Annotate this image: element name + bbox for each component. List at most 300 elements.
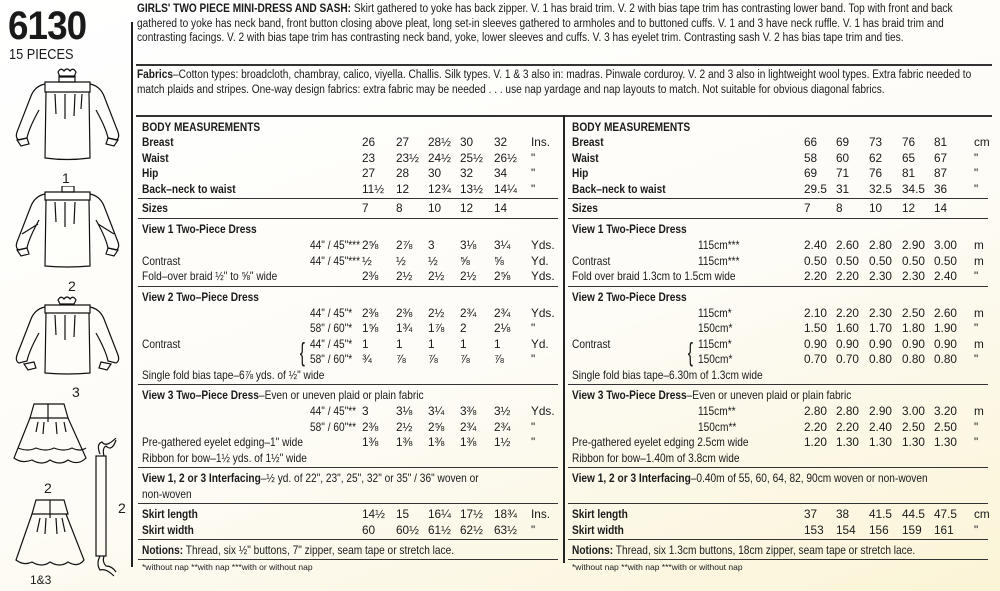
- value-cell: 63½: [494, 522, 517, 537]
- row-label-wrap: [142, 182, 251, 197]
- yardage-row: [568, 269, 988, 284]
- value-cell: 12¾: [428, 181, 451, 196]
- value-cell: 32: [494, 135, 508, 149]
- value-cell: 87: [934, 166, 948, 180]
- interfacing-inner: [572, 471, 928, 486]
- row-label-wrap: [142, 166, 161, 181]
- value-cell: 3: [362, 404, 369, 418]
- imperial-yardage-table: [138, 118, 558, 578]
- view-label: 2: [118, 500, 126, 516]
- value-cell: 26: [362, 135, 376, 149]
- value-cell: 3¼: [494, 238, 511, 252]
- divider: [138, 218, 558, 219]
- row-label-wrap: [572, 166, 591, 181]
- notions-inner: [142, 543, 454, 558]
- fabric-width: 44" / 45"***: [310, 253, 361, 268]
- view-title: [142, 388, 469, 403]
- value-cell: 2.80: [804, 404, 827, 418]
- value-cell: 58: [804, 150, 818, 165]
- fabric-width-wrap: [310, 254, 368, 269]
- row-label: Contrast: [142, 336, 181, 351]
- view-subtitle: –Even or uneven plaid or plain fabric: [258, 388, 424, 402]
- view-title-text: View 3 Two–Piece Dress: [142, 388, 259, 402]
- value-cell: 2⅜: [396, 305, 413, 320]
- sash-sketch: [90, 438, 118, 578]
- yardage-row: [138, 269, 558, 284]
- unit-cell: ": [531, 522, 536, 537]
- row-label-wrap: [142, 523, 202, 538]
- row-label: Pre-gathered eyelet edging–1" wide: [142, 435, 303, 449]
- value-cell: 1.20: [804, 435, 827, 449]
- value-cell: 60½: [396, 522, 419, 537]
- measurement-row: [568, 151, 988, 166]
- value-cell: ⅝: [460, 253, 470, 268]
- value-cell: ½: [362, 253, 372, 268]
- unit-cell: Yds.: [531, 404, 555, 418]
- value-cell: 30: [460, 135, 474, 149]
- row-label: Sizes: [572, 201, 598, 215]
- interfacing-text-cont-wrap: [142, 487, 200, 502]
- unit-cell: Yd.: [531, 253, 549, 268]
- fabric-width: 44" / 45"**: [310, 404, 357, 418]
- divider: [568, 384, 988, 385]
- fabric-width-wrap: [698, 321, 738, 336]
- value-cell: 3: [428, 238, 435, 252]
- value-cell: 24½: [428, 150, 451, 165]
- view-note-wrap: [142, 451, 334, 466]
- value-cell: 2.50: [902, 419, 925, 434]
- measurement-row: [138, 166, 558, 181]
- value-cell: 3¼: [428, 404, 445, 418]
- view-title-inner: [142, 388, 424, 403]
- size-cell: 7: [362, 201, 369, 215]
- value-cell: ⅞: [460, 352, 470, 366]
- row-label-wrap: [572, 507, 637, 522]
- unit-cell: ": [531, 166, 536, 180]
- blouse-view1-sketch: [10, 186, 125, 276]
- row-label-wrap: [572, 435, 777, 450]
- fabric-width-wrap: [698, 337, 737, 352]
- fabric-width: 58" / 60"**: [310, 419, 357, 434]
- value-cell: 2.40: [804, 238, 827, 252]
- skirt-row: [138, 507, 558, 522]
- fabric-width: 150cm*: [698, 352, 733, 366]
- value-cell: 3.00: [934, 238, 957, 252]
- value-cell: 2½: [428, 269, 445, 283]
- row-label: Skirt length: [572, 507, 628, 521]
- interfacing-text-cont: non-woven: [142, 486, 192, 501]
- row-label: Back–neck to waist: [572, 181, 666, 196]
- value-cell: ⅞: [494, 352, 504, 366]
- value-cell: 12: [396, 181, 410, 196]
- row-label: Breast: [142, 135, 174, 149]
- value-cell: 18¾: [494, 507, 517, 521]
- value-cell: 0.90: [836, 336, 859, 351]
- value-cell: 2⅜: [362, 419, 379, 434]
- yardage-row: [138, 321, 558, 336]
- unit-cell: ": [531, 419, 536, 434]
- value-cell: 47.5: [934, 507, 957, 521]
- view-note: Ribbon for bow–1½ yds. of 1½" wide: [142, 450, 307, 465]
- measurement-row: [568, 182, 988, 197]
- brace-icon: {: [687, 336, 693, 367]
- value-cell: 69: [836, 135, 850, 149]
- notions-text: Thread, six 1.3cm buttons, 18cm zipper, seam tape or stretch lace.: [615, 543, 916, 557]
- value-cell: 1⅜: [428, 435, 445, 449]
- notions-row: [142, 543, 505, 558]
- value-cell: 0.90: [902, 336, 925, 351]
- value-cell: 2⅝: [494, 269, 511, 283]
- value-cell: 14¼: [494, 181, 517, 196]
- value-cell: 1⅞: [428, 321, 445, 335]
- divider: [138, 503, 558, 504]
- value-cell: 71: [836, 166, 850, 180]
- interfacing-inner: [142, 471, 479, 486]
- fabric-width-wrap: [310, 321, 359, 336]
- value-cell: 161: [934, 522, 954, 537]
- size-cell: 14: [934, 201, 948, 215]
- value-cell: 2.80: [836, 404, 859, 418]
- row-label-wrap: [572, 135, 609, 150]
- unit-cell: ": [531, 181, 536, 196]
- view-note: Single fold bias tape–6⅞ yds. of ½" wide: [142, 367, 325, 382]
- value-cell: 27: [362, 166, 376, 180]
- divider: [138, 539, 558, 540]
- value-cell: 3⅜: [460, 404, 477, 418]
- skirt-view13-sketch: [12, 498, 92, 570]
- value-cell: 61½: [428, 522, 451, 537]
- fabric-width-wrap: [698, 404, 742, 419]
- unit-cell: ": [974, 321, 979, 335]
- yardage-row: [138, 404, 558, 419]
- divider: [568, 539, 988, 540]
- row-label-wrap: [572, 269, 762, 284]
- value-cell: 2.20: [836, 305, 859, 320]
- notions-row: [572, 543, 971, 558]
- value-cell: 2.40: [934, 269, 957, 283]
- fabric-width: 58" / 60"*: [310, 352, 353, 366]
- value-cell: 3⅛: [460, 238, 477, 252]
- unit-cell: ": [531, 321, 536, 335]
- size-cell: 7: [804, 201, 811, 215]
- unit-cell: ": [974, 352, 979, 366]
- value-cell: 3½: [494, 404, 511, 418]
- value-cell: 13½: [460, 181, 483, 196]
- value-cell: 2.20: [804, 419, 827, 434]
- value-cell: 3.00: [902, 404, 925, 418]
- divider: [568, 503, 988, 504]
- measurement-row: [138, 135, 558, 150]
- view-subtitle: –Even or uneven plaid or plain fabric: [686, 388, 852, 402]
- value-cell: 66: [804, 135, 818, 149]
- brace-icon: {: [299, 336, 305, 367]
- measurement-row: [138, 182, 558, 197]
- value-cell: 81: [934, 135, 948, 149]
- value-cell: 27: [396, 135, 410, 149]
- unit-cell: ": [974, 269, 979, 283]
- value-cell: 2.20: [836, 419, 859, 434]
- value-cell: 34.5: [902, 181, 925, 196]
- view-title-text: View 3 Two-Piece Dress: [572, 388, 687, 402]
- fabric-width: 115cm*: [698, 336, 732, 351]
- row-label: Hip: [572, 166, 589, 180]
- view-title-inner: [572, 222, 687, 237]
- view-title-text: View 1 Two-Piece Dress: [142, 222, 257, 236]
- value-cell: 1.60: [836, 321, 859, 335]
- interfacing-text: –0.40m of 55, 60, 64, 82, 90cm woven or non-woven: [690, 471, 928, 485]
- value-cell: 0.80: [934, 352, 957, 366]
- description-title: GIRLS' TWO PIECE MINI-DRESS AND SASH:: [137, 3, 352, 15]
- row-label: Hip: [142, 166, 159, 180]
- value-cell: 2½: [460, 269, 477, 283]
- value-cell: 0.50: [934, 253, 957, 268]
- value-cell: 159: [902, 522, 922, 537]
- value-cell: 3⅛: [396, 404, 413, 418]
- value-cell: 34: [494, 166, 508, 180]
- value-cell: 62: [869, 150, 883, 165]
- fabric-width-wrap: [310, 238, 368, 253]
- fabric-width-wrap: [310, 352, 359, 367]
- sizes-row: [568, 201, 988, 216]
- view-note-wrap: [142, 368, 354, 383]
- fabrics-title: Fabrics: [137, 69, 174, 81]
- value-cell: 154: [836, 522, 856, 537]
- value-cell: 23½: [396, 150, 419, 165]
- fabric-width: 44" / 45"***: [310, 238, 361, 252]
- yardage-row: [568, 435, 988, 450]
- value-cell: 156: [869, 522, 889, 537]
- value-cell: 2¾: [494, 305, 511, 320]
- row-label: Skirt width: [572, 522, 624, 537]
- value-cell: 44.5: [902, 507, 925, 521]
- yardage-row: [568, 321, 988, 336]
- size-cell: 12: [460, 201, 474, 215]
- value-cell: 1: [494, 336, 501, 351]
- view-title: [142, 222, 275, 237]
- view-title-text: View 1 Two-Piece Dress: [572, 222, 687, 236]
- row-label-wrap: [142, 254, 187, 269]
- value-cell: 1: [428, 336, 435, 351]
- row-label: Waist: [142, 150, 169, 165]
- value-cell: 29.5: [804, 181, 827, 196]
- value-cell: 2⅝: [428, 419, 445, 434]
- value-cell: 1⅝: [362, 321, 379, 335]
- row-label: Waist: [572, 150, 599, 165]
- view-title-text: View 2 Two–Piece Dress: [142, 289, 259, 304]
- yardage-row: [138, 306, 558, 321]
- value-cell: 2: [460, 321, 467, 335]
- value-cell: ¾: [362, 352, 372, 366]
- blouse-view2-sketch: [10, 296, 125, 381]
- value-cell: 1.30: [836, 435, 859, 449]
- measurement-row: [568, 135, 988, 150]
- value-cell: 2⅞: [396, 238, 413, 252]
- value-cell: 1¾: [396, 321, 413, 335]
- row-label: Back–neck to waist: [142, 181, 236, 196]
- unit-cell: ": [974, 150, 979, 165]
- view-label: 1: [62, 170, 70, 186]
- footnote: *without nap **with nap ***with or without nap: [142, 562, 313, 572]
- value-cell: 11½: [362, 181, 385, 196]
- value-cell: 1⅜: [396, 435, 413, 449]
- value-cell: 31: [836, 181, 850, 196]
- value-cell: 37: [804, 507, 818, 521]
- fabric-width: 44" / 45"*: [310, 305, 353, 320]
- row-label: Skirt width: [142, 522, 194, 537]
- row-label: Fold–over braid ½" to ⅝" wide: [142, 269, 278, 283]
- row-label-wrap: [142, 135, 179, 150]
- fabric-width-wrap: [698, 238, 746, 253]
- value-cell: 41.5: [869, 507, 892, 521]
- row-label: Contrast: [142, 253, 181, 268]
- value-cell: 60: [362, 522, 376, 537]
- value-cell: 81: [902, 166, 916, 180]
- yardage-row: [568, 238, 988, 253]
- interfacing-title: View 1, 2 or 3 Interfacing: [572, 471, 691, 485]
- unit-cell: m: [974, 238, 984, 252]
- unit-cell: ": [974, 181, 979, 196]
- value-cell: 26½: [494, 150, 517, 165]
- yardage-row: [568, 306, 988, 321]
- row-label-wrap: [572, 182, 681, 197]
- sizes-row: [138, 201, 558, 216]
- interfacing-title: View 1, 2 or 3 Interfacing: [142, 471, 261, 485]
- fabric-width: 115cm***: [698, 253, 740, 268]
- unit-cell: cm: [974, 135, 990, 149]
- row-label-wrap: [572, 201, 602, 216]
- view-title-inner: [142, 290, 259, 305]
- section-title-wrap: [142, 120, 279, 135]
- metric-yardage-table: [568, 118, 988, 578]
- row-label: Breast: [572, 135, 604, 149]
- divider: [138, 286, 558, 287]
- value-cell: 2.60: [934, 305, 957, 320]
- skirt-view2-sketch: [12, 402, 92, 477]
- view-title-text: View 2 Two-Piece Dress: [572, 289, 687, 304]
- value-cell: 2.20: [804, 269, 827, 283]
- unit-cell: Yds.: [531, 305, 555, 320]
- value-cell: 2⅜: [362, 269, 379, 283]
- view-title-inner: [572, 388, 851, 403]
- divider: [568, 286, 988, 287]
- value-cell: 2½: [396, 419, 413, 434]
- size-cell: 8: [396, 201, 403, 215]
- value-cell: 2⅜: [362, 305, 379, 320]
- fabric-width-wrap: [310, 404, 364, 419]
- size-cell: 12: [902, 201, 916, 215]
- unit-cell: Ins.: [531, 507, 551, 521]
- value-cell: 2¾: [494, 419, 511, 434]
- table-divider: [563, 115, 565, 563]
- value-cell: 32: [460, 166, 474, 180]
- value-cell: 0.90: [934, 336, 957, 351]
- value-cell: 2.60: [836, 238, 859, 252]
- value-cell: 2.80: [869, 238, 892, 252]
- value-cell: 2⅛: [494, 321, 511, 335]
- column-divider: [131, 22, 133, 567]
- yardage-row: [568, 404, 988, 419]
- yardage-row: [138, 238, 558, 253]
- skirt-row: [568, 507, 988, 522]
- notions-title: Notions:: [142, 543, 184, 557]
- value-cell: 2.90: [869, 404, 892, 418]
- row-label: Contrast: [572, 253, 611, 268]
- row-label-wrap: [572, 523, 632, 538]
- value-cell: 2.30: [869, 269, 892, 283]
- divider: [138, 559, 558, 560]
- fabric-width-wrap: [310, 420, 364, 435]
- value-cell: 23: [362, 150, 376, 165]
- value-cell: 76: [902, 135, 916, 149]
- value-cell: ⅞: [428, 352, 438, 366]
- yardage-row: [138, 254, 558, 269]
- view-label: 1&3: [30, 573, 52, 587]
- value-cell: 0.90: [869, 336, 892, 351]
- description-text: Skirt gathered to yoke has back zipper. V. 1 has braid trim. V. 2 with bias tape trim has contrasting lower band. Top with front and back gathered to yoke has neck band, front button closing above pleat, long set-in sleeves gathered to armholes and to buttoned cuffs. V. 1 and 3 have neck ruffle. V. 1 has braid trim and contrasting facings. V. 2 with bias tape trim has contrasting neck band, yoke, lower sleeves and cuffs. V. 3 has eyelet trim. Contrasting sash V. 2 has bias tape trim and ties.: [137, 3, 953, 45]
- value-cell: 1: [396, 336, 403, 351]
- unit-cell: m: [974, 404, 984, 418]
- footnote: *without nap **with nap ***with or without nap: [572, 562, 743, 572]
- divider: [138, 198, 558, 199]
- value-cell: 2.40: [869, 419, 892, 434]
- unit-cell: Yd.: [531, 336, 549, 351]
- value-cell: 1⅜: [362, 435, 379, 449]
- skirt-row: [138, 523, 558, 538]
- value-cell: 0.50: [902, 253, 925, 268]
- value-cell: 1.30: [902, 435, 925, 449]
- interfacing-text: –½ yd. of 22", 23", 25", 32" or 35" / 36" woven or: [260, 471, 479, 485]
- interfacing-row: [142, 471, 533, 486]
- value-cell: 0.80: [869, 352, 892, 366]
- view-title-inner: [572, 290, 687, 305]
- value-cell: 1.90: [934, 321, 957, 335]
- value-cell: 1.70: [869, 321, 892, 335]
- yardage-row: [568, 337, 988, 352]
- measurement-row: [138, 151, 558, 166]
- value-cell: 67: [934, 150, 948, 165]
- value-cell: 15: [396, 507, 410, 521]
- value-cell: 0.90: [804, 336, 827, 351]
- value-cell: ⅞: [396, 352, 406, 366]
- value-cell: 0.50: [869, 253, 892, 268]
- unit-cell: Yds.: [531, 269, 555, 283]
- row-label-wrap: [142, 507, 207, 522]
- value-cell: 60: [836, 150, 850, 165]
- fabric-width: 150cm**: [698, 419, 737, 434]
- unit-cell: ": [974, 166, 979, 180]
- value-cell: 0.70: [836, 352, 859, 366]
- fabric-width: 115cm*: [698, 305, 732, 320]
- divider: [568, 559, 988, 560]
- value-cell: 2¾: [460, 419, 477, 434]
- view-label: 3: [72, 384, 80, 400]
- unit-cell: ": [531, 150, 536, 165]
- section-title: BODY MEASUREMENTS: [572, 120, 691, 134]
- yardage-row: [568, 352, 988, 367]
- value-cell: 65: [902, 150, 916, 165]
- divider: [568, 218, 988, 219]
- value-cell: 153: [804, 522, 824, 537]
- row-label-wrap: [572, 337, 617, 352]
- fabric-width-wrap: [698, 254, 746, 269]
- view-title: [142, 290, 278, 305]
- row-label-wrap: [142, 201, 172, 216]
- row-label-wrap: [142, 435, 329, 450]
- row-label: Contrast: [572, 336, 611, 351]
- divider: [568, 467, 988, 468]
- value-cell: 2.10: [804, 305, 827, 320]
- unit-cell: ": [974, 419, 979, 434]
